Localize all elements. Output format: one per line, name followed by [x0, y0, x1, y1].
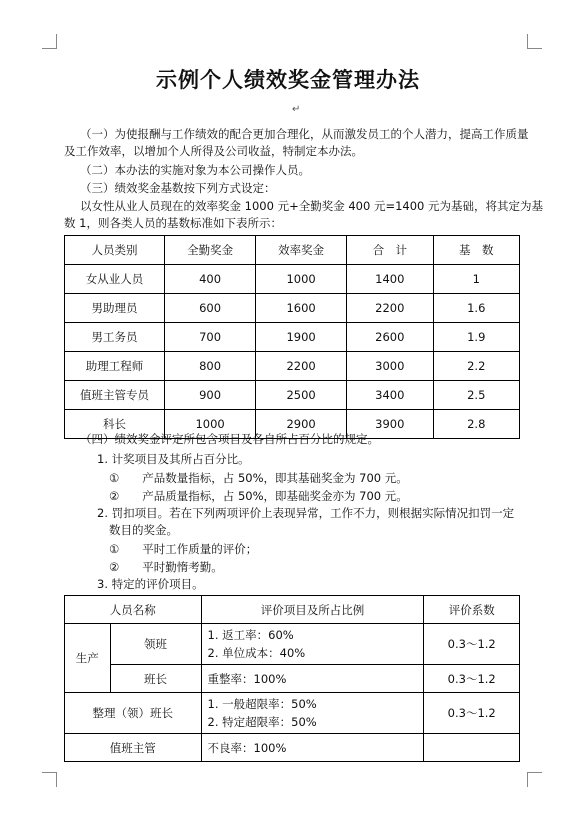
table-cell: 1900	[256, 323, 347, 352]
table-cell: 1.9	[433, 323, 519, 352]
paragraph-1b: 及工作效率，以增加个人所得及公司收益，特制定本办法。	[64, 144, 363, 158]
table-header-cell: 全勤奖金	[165, 236, 256, 265]
evaluation-table	[64, 595, 520, 762]
paragraph-4b: 数 1，则各类人员的基数标准如下表所示：	[64, 216, 282, 230]
table-row	[65, 265, 520, 294]
table-cell: 男工务员	[65, 323, 165, 352]
paragraph-7: ① 产品数量指标，占 50%，即其基础奖金为 700 元。	[109, 471, 408, 485]
table-row	[65, 624, 520, 665]
shift-leader-item: 重整率：100%	[201, 665, 424, 693]
table-cell: 1	[433, 265, 519, 294]
paragraph-9b: 数目的奖金。	[109, 523, 178, 537]
table-row	[65, 294, 520, 323]
table-cell: 2.5	[433, 381, 519, 410]
table-header-cell: 基 数	[433, 236, 519, 265]
table-cell: 600	[165, 294, 256, 323]
crop-mark-bottom-left	[42, 772, 57, 787]
list-item: 1. 返工率：60%	[207, 628, 294, 642]
bonus-base-table	[64, 235, 520, 439]
paragraph-2: （二）本办法的实施对象为本公司操作人员。	[80, 163, 310, 177]
table-header-row	[65, 596, 520, 624]
duty-item: 不良率：100%	[201, 734, 424, 762]
table-cell: 1000	[256, 265, 347, 294]
table-cell: 400	[165, 265, 256, 294]
table-header-cell: 合 计	[347, 236, 433, 265]
paragraph-10: ① 平时工作质量的评价；	[109, 542, 258, 556]
table-header-cell: 评价系数	[424, 596, 520, 624]
table-cell: 2200	[256, 352, 347, 381]
table-header-cell: 人员名称	[65, 596, 202, 624]
table-cell: 助理工程师	[65, 352, 165, 381]
shift-leader-coef: 0.3～1.2	[424, 665, 520, 693]
table-cell: 2.8	[433, 410, 519, 439]
paragraph-4a: 以女性从业人员现在的效率奖金 1000 元+全勤奖金 400 元=1400 元为基础，将其定为基	[80, 199, 544, 213]
table-row	[65, 352, 520, 381]
leader-items	[201, 624, 424, 665]
table-cell: 1400	[347, 265, 433, 294]
duty-label: 值班主管	[65, 734, 202, 762]
paragraph-9a: 2. 罚扣项目。若在下列两项评价上表现异常，工作不力，则根据实际情况扣罚一定	[97, 506, 515, 520]
table-cell: 男助理员	[65, 294, 165, 323]
table-header-cell: 效率奖金	[256, 236, 347, 265]
paragraph-11: ② 平时勤惰考勤。	[109, 560, 223, 574]
crop-mark-top-left	[42, 34, 57, 49]
table-cell: 2200	[347, 294, 433, 323]
leader-label: 领班	[110, 624, 201, 665]
table-row	[65, 693, 520, 734]
table-cell: 2900	[256, 410, 347, 439]
table-cell: 1600	[256, 294, 347, 323]
table-header-cell: 人员类别	[65, 236, 165, 265]
table-header-row	[65, 236, 520, 265]
table-cell: 700	[165, 323, 256, 352]
paragraph-5: （四）绩效奖金评定所包含项目及各自所占百分比的规定。	[80, 432, 379, 446]
table-cell: 女从业人员	[65, 265, 165, 294]
duty-coef	[424, 734, 520, 762]
table-row	[65, 381, 520, 410]
table-row	[65, 734, 520, 762]
paragraph-1a: （一）为使报酬与工作绩效的配合更加合理化，从而激发员工的个人潜力，提高工作质量	[80, 127, 529, 141]
crop-mark-bottom-right	[527, 772, 542, 787]
table-cell: 2500	[256, 381, 347, 410]
table-cell: 800	[165, 352, 256, 381]
list-item: 2. 单位成本：40%	[207, 646, 306, 660]
table-cell: 1.6	[433, 294, 519, 323]
table-cell: 2.2	[433, 352, 519, 381]
document-title: 示例个人绩效奖金管理办法	[156, 67, 420, 92]
paragraph-12: 3. 特定的评价项目。	[97, 577, 204, 591]
paragraph-mark-icon: ↵	[292, 104, 301, 115]
rectify-label: 整理（领）班长	[65, 693, 202, 734]
table-row	[65, 323, 520, 352]
table-cell: 1000	[165, 410, 256, 439]
table-cell: 值班主管专员	[65, 381, 165, 410]
paragraph-6: 1. 计奖项目及其所占百分比。	[97, 452, 250, 466]
shift-leader-label: 班长	[110, 665, 201, 693]
table-cell: 3400	[347, 381, 433, 410]
table-header-cell: 评价项目及所占比例	[201, 596, 424, 624]
table-row	[65, 665, 520, 693]
table-cell: 科长	[65, 410, 165, 439]
production-label: 生产	[65, 624, 111, 693]
table-cell: 2600	[347, 323, 433, 352]
list-item: 1. 一般超限率：50%	[207, 697, 317, 711]
paragraph-3: （三）绩效奖金基数按下列方式设定：	[80, 181, 276, 195]
table-cell: 3000	[347, 352, 433, 381]
table-cell: 900	[165, 381, 256, 410]
paragraph-8: ② 产品质量指标，占 50%，即基础奖金亦为 700 元。	[109, 489, 408, 503]
table-cell: 3900	[347, 410, 433, 439]
list-item: 2. 特定超限率：50%	[207, 715, 317, 729]
rectify-coef: 0.3～1.2	[424, 693, 520, 734]
leader-coef: 0.3～1.2	[424, 624, 520, 665]
crop-mark-top-right	[527, 34, 542, 49]
rectify-items	[201, 693, 424, 734]
